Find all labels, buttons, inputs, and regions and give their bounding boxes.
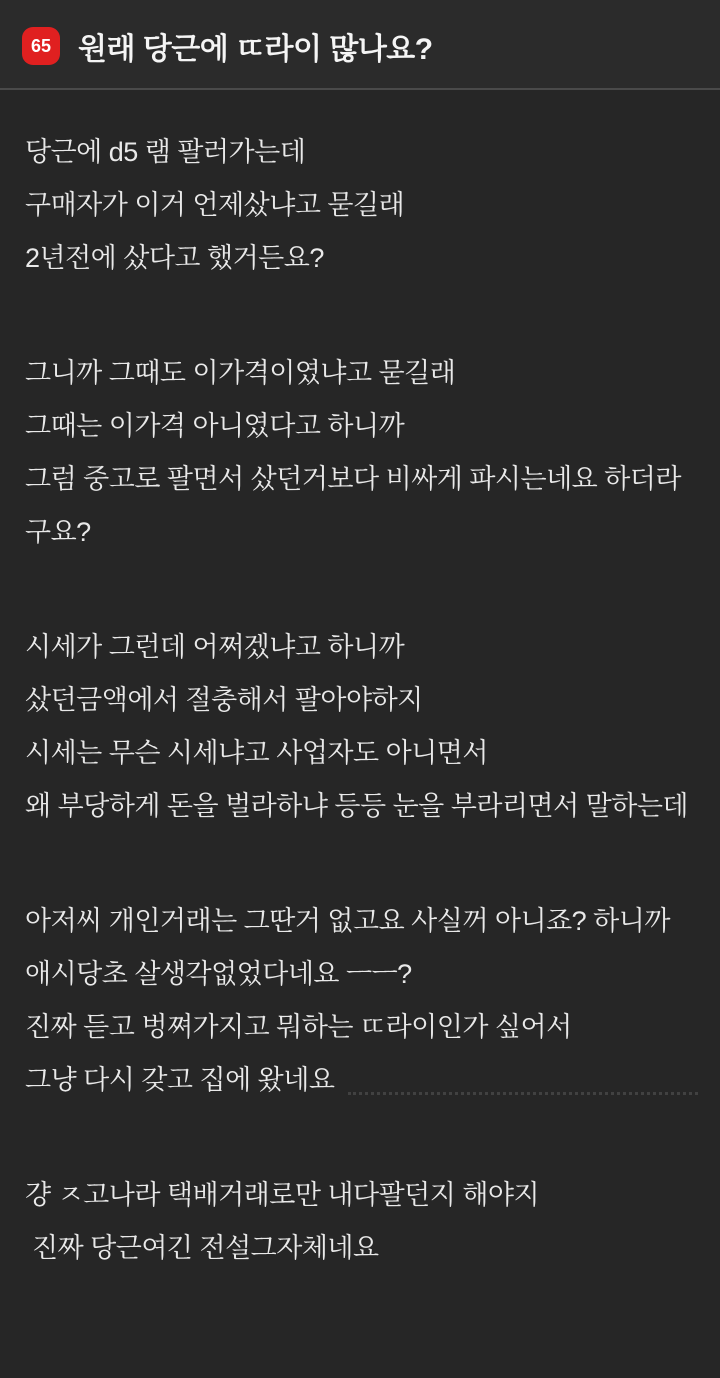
post-line-text: 시세는 무슨 시세냐고 사업자도 아니면서: [25, 738, 488, 768]
post-line-text: 샀던금액에서 절충해서 팔아야하지: [25, 685, 423, 715]
post-line-text: 2년전에 샀다고 했거든요?: [25, 243, 324, 273]
post-paragraph: [25, 126, 698, 285]
post-line-text: 진짜 당근여긴 전설그자체네요: [25, 1233, 379, 1263]
post-line-text: 왜 부당하게 돈을 벌라하냐 등등 눈을 부라리면서 말하는데: [25, 791, 688, 821]
post-paragraph: [25, 621, 698, 833]
post-line-text: 당근에 d5 램 팔러가는데: [25, 137, 306, 167]
post-line: [25, 895, 698, 948]
post-paragraph: [25, 1169, 698, 1275]
post-line-text: 걍 ㅈ고나라 택배거래로만 내다팔던지 해야지: [25, 1180, 540, 1210]
post-line: [25, 727, 698, 780]
post-line: [25, 948, 698, 1001]
post-line-text: 그니까 그때도 이가격이였냐고 묻길래: [25, 358, 456, 388]
post-line-text: 아저씨 개인거래는 그딴거 없고요 사실꺼 아니죠? 하니까: [25, 906, 670, 936]
post-line: [25, 179, 698, 232]
post-line: [25, 400, 698, 453]
post-line-text: 구매자가 이거 언제샀냐고 묻길래: [25, 190, 405, 220]
post-line: [25, 780, 698, 833]
post-line-text: 그럼 중고로 팔면서 샀던거보다 비싸게 파시는네요 하더라: [25, 464, 681, 494]
post-line-text: 진짜 듣고 벙쪄가지고 뭐하는 ㄸ라이인가 싶어서: [25, 1012, 572, 1042]
post-line: [25, 621, 698, 674]
post-paragraph: [25, 347, 698, 559]
comment-count-badge: 65: [22, 27, 60, 65]
dotted-divider: [348, 1092, 698, 1095]
post-line: [25, 1001, 698, 1054]
post-line-text: 구요?: [25, 517, 91, 547]
post-line: [25, 453, 698, 506]
post-line: [25, 1169, 698, 1222]
post-header: [0, 0, 720, 90]
post-line-text: 시세가 그런데 어쩌겠냐고 하니까: [25, 632, 405, 662]
post-body: [0, 90, 720, 1275]
post-paragraph: [25, 895, 698, 1107]
post-line-text: 그냥 다시 갖고 집에 왔네요: [25, 1065, 335, 1095]
post-line: [25, 126, 698, 179]
post-line: [25, 347, 698, 400]
post-line: [25, 506, 698, 559]
post-line-text: 그때는 이가격 아니였다고 하니까: [25, 411, 405, 441]
post-line: [25, 1222, 698, 1275]
post-line-text: 애시당초 살생각없었다네요 ㅡㅡ?: [25, 959, 412, 989]
post-line: [25, 1054, 698, 1107]
post-line: [25, 674, 698, 727]
post-title: 원래 당근에 ㄸ라이 많나요?: [78, 33, 433, 66]
post-line: [25, 232, 698, 285]
